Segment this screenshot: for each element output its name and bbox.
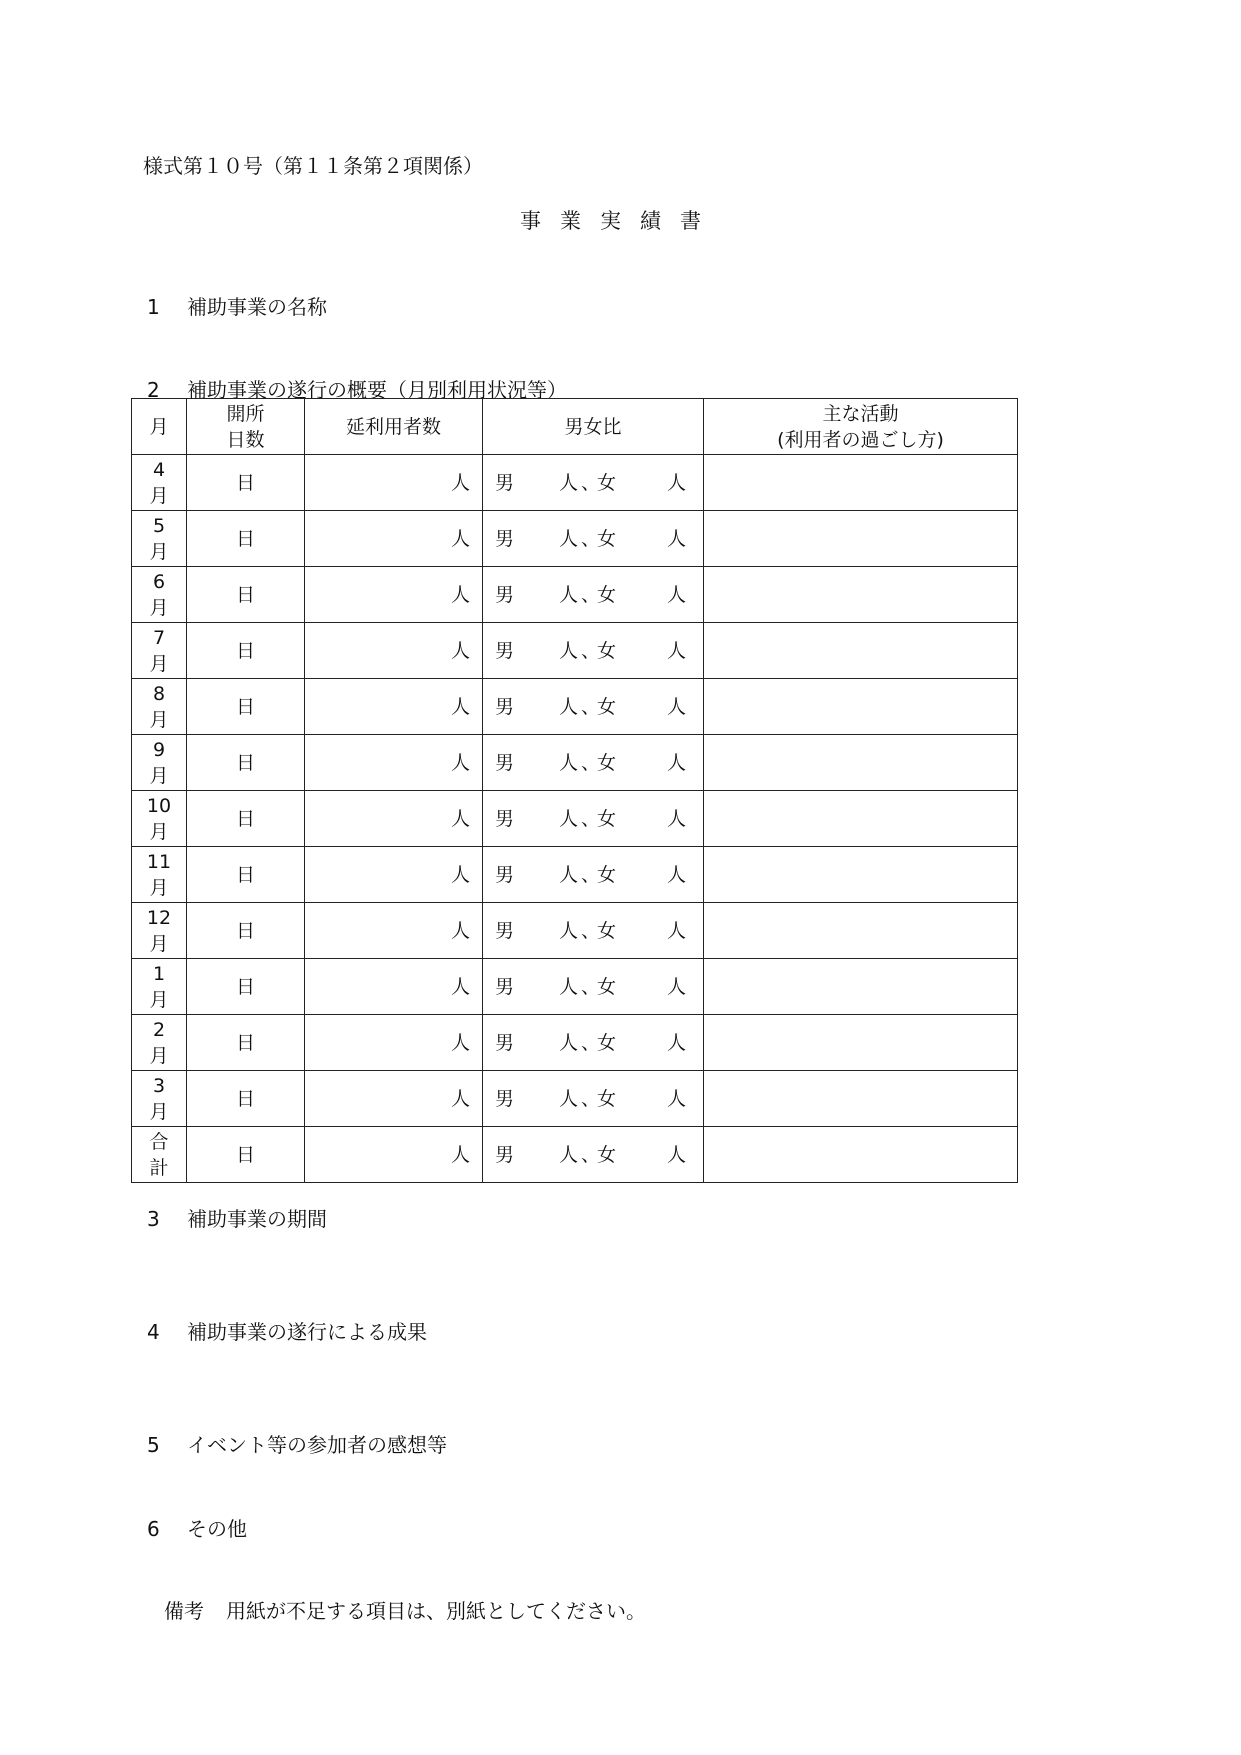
person-unit: 人 (450, 1031, 470, 1054)
day-unit: 日 (235, 695, 255, 718)
person-unit: 人 (450, 751, 470, 774)
male-label: 男 (495, 1143, 515, 1166)
month-label-top: 合 (149, 1130, 169, 1153)
person-unit: 人 (450, 471, 470, 494)
person-unit: 人 (450, 695, 470, 718)
month-label-bottom: 月 (149, 1100, 169, 1123)
day-unit: 日 (235, 1031, 255, 1054)
male-label: 男 (495, 471, 515, 494)
table-header-row (132, 399, 1018, 455)
activities-cell (704, 1015, 1018, 1071)
section-label: その他 (187, 1517, 247, 1541)
month-label-top: 2 (152, 1018, 166, 1041)
separator: 、 (581, 1143, 601, 1166)
section-number: 6 (147, 1517, 160, 1541)
month-label-top: 5 (152, 514, 166, 537)
section-number: 2 (147, 378, 160, 402)
female-label: 女 (597, 639, 617, 662)
male-label: 男 (495, 527, 515, 550)
gender-ratio-cell (483, 623, 704, 679)
activities-cell (704, 1127, 1018, 1183)
male-label: 男 (495, 919, 515, 942)
month-label-bottom: 月 (149, 1044, 169, 1067)
table-row (132, 511, 1018, 567)
female-label: 女 (597, 583, 617, 606)
separator: 、 (581, 471, 601, 494)
male-count-unit: 人 (559, 695, 579, 718)
table-row (132, 1127, 1018, 1183)
form-number: 様式第１０号（第１１条第２項関係） (143, 154, 483, 178)
female-count-unit: 人 (667, 1087, 687, 1110)
activities-cell (704, 847, 1018, 903)
month-label-bottom: 月 (149, 596, 169, 619)
total-users-cell (305, 903, 483, 959)
month-label-bottom: 月 (149, 988, 169, 1011)
male-label: 男 (495, 751, 515, 774)
male-count-unit: 人 (559, 471, 579, 494)
header-open-days-line2: 日数 (226, 428, 265, 451)
month-label-bottom: 月 (149, 820, 169, 843)
female-count-unit: 人 (667, 807, 687, 830)
total-users-cell (305, 679, 483, 735)
gender-ratio-cell (483, 1071, 704, 1127)
separator: 、 (581, 975, 601, 998)
female-count-unit: 人 (667, 527, 687, 550)
separator: 、 (581, 863, 601, 886)
section-1 (147, 291, 327, 320)
month-cell (132, 735, 187, 791)
month-label-top: 1 (152, 962, 166, 985)
male-count-unit: 人 (559, 1087, 579, 1110)
female-count-unit: 人 (667, 583, 687, 606)
table-row (132, 1015, 1018, 1071)
table-row (132, 679, 1018, 735)
male-count-unit: 人 (559, 1031, 579, 1054)
female-label: 女 (597, 1031, 617, 1054)
male-label: 男 (495, 695, 515, 718)
activities-cell (704, 1071, 1018, 1127)
month-label-bottom: 月 (149, 652, 169, 675)
month-label-top: 11 (146, 850, 172, 873)
female-label: 女 (597, 919, 617, 942)
section-label: 補助事業の名称 (187, 295, 327, 319)
section-number: 5 (147, 1433, 160, 1457)
remarks (164, 1595, 646, 1624)
section-label: 補助事業の遂行による成果 (187, 1320, 427, 1344)
header-month: 月 (132, 399, 187, 455)
total-users-cell (305, 567, 483, 623)
day-unit: 日 (235, 751, 255, 774)
gender-ratio-cell (483, 455, 704, 511)
gender-ratio-cell (483, 1015, 704, 1071)
person-unit: 人 (450, 919, 470, 942)
month-label-top: 4 (152, 458, 166, 481)
separator: 、 (581, 919, 601, 942)
month-cell (132, 847, 187, 903)
male-label: 男 (495, 1087, 515, 1110)
female-label: 女 (597, 751, 617, 774)
female-label: 女 (597, 1087, 617, 1110)
activities-cell (704, 567, 1018, 623)
month-cell (132, 1015, 187, 1071)
day-unit: 日 (235, 807, 255, 830)
male-count-unit: 人 (559, 639, 579, 662)
section-number: 4 (147, 1320, 160, 1344)
month-label-top: 8 (152, 682, 166, 705)
open-days-cell (187, 1127, 305, 1183)
table-row (132, 735, 1018, 791)
gender-ratio-cell (483, 511, 704, 567)
activities-cell (704, 735, 1018, 791)
month-cell (132, 679, 187, 735)
gender-ratio-cell (483, 791, 704, 847)
total-users-cell (305, 455, 483, 511)
male-label: 男 (495, 863, 515, 886)
table-row (132, 623, 1018, 679)
header-activities-line2: (利用者の過ごし方) (777, 428, 944, 451)
female-count-unit: 人 (667, 695, 687, 718)
month-label-bottom: 月 (149, 764, 169, 787)
female-count-unit: 人 (667, 639, 687, 662)
day-unit: 日 (235, 639, 255, 662)
remarks-text: 用紙が不足する項目は、別紙としてください。 (226, 1599, 646, 1623)
section-label: 補助事業の期間 (187, 1207, 327, 1231)
header-activities (704, 399, 1018, 455)
female-label: 女 (597, 807, 617, 830)
section-5 (147, 1429, 447, 1458)
person-unit: 人 (450, 1087, 470, 1110)
open-days-cell (187, 959, 305, 1015)
month-cell (132, 455, 187, 511)
female-label: 女 (597, 863, 617, 886)
separator: 、 (581, 639, 601, 662)
month-cell (132, 567, 187, 623)
header-open-days (187, 399, 305, 455)
male-count-unit: 人 (559, 975, 579, 998)
activities-cell (704, 455, 1018, 511)
female-label: 女 (597, 527, 617, 550)
separator: 、 (581, 695, 601, 718)
month-label-top: 6 (152, 570, 166, 593)
month-cell (132, 623, 187, 679)
open-days-cell (187, 791, 305, 847)
table-row (132, 959, 1018, 1015)
total-users-cell (305, 1015, 483, 1071)
month-label-bottom: 月 (149, 932, 169, 955)
female-count-unit: 人 (667, 1031, 687, 1054)
person-unit: 人 (450, 583, 470, 606)
open-days-cell (187, 511, 305, 567)
month-cell (132, 903, 187, 959)
day-unit: 日 (235, 975, 255, 998)
male-label: 男 (495, 807, 515, 830)
male-count-unit: 人 (559, 751, 579, 774)
person-unit: 人 (450, 527, 470, 550)
separator: 、 (581, 527, 601, 550)
section-6 (147, 1513, 247, 1542)
male-count-unit: 人 (559, 1143, 579, 1166)
separator: 、 (581, 1031, 601, 1054)
header-activities-line1: 主な活動 (822, 402, 899, 425)
month-cell (132, 1127, 187, 1183)
person-unit: 人 (450, 807, 470, 830)
gender-ratio-cell (483, 567, 704, 623)
total-users-cell (305, 735, 483, 791)
month-label-top: 12 (146, 906, 172, 929)
month-cell (132, 791, 187, 847)
header-total-users: 延利用者数 (305, 399, 483, 455)
gender-ratio-cell (483, 903, 704, 959)
separator: 、 (581, 1087, 601, 1110)
day-unit: 日 (235, 527, 255, 550)
female-label: 女 (597, 1143, 617, 1166)
open-days-cell (187, 623, 305, 679)
day-unit: 日 (235, 919, 255, 942)
open-days-cell (187, 847, 305, 903)
month-label-bottom: 月 (149, 876, 169, 899)
open-days-cell (187, 567, 305, 623)
day-unit: 日 (235, 863, 255, 886)
table-row (132, 903, 1018, 959)
male-count-unit: 人 (559, 583, 579, 606)
table-row (132, 791, 1018, 847)
separator: 、 (581, 751, 601, 774)
monthly-usage-table (131, 398, 1018, 1183)
table-row (132, 1071, 1018, 1127)
gender-ratio-cell (483, 847, 704, 903)
female-count-unit: 人 (667, 1143, 687, 1166)
month-cell (132, 511, 187, 567)
gender-ratio-cell (483, 735, 704, 791)
total-users-cell (305, 959, 483, 1015)
female-count-unit: 人 (667, 751, 687, 774)
male-label: 男 (495, 583, 515, 606)
female-label: 女 (597, 695, 617, 718)
total-users-cell (305, 847, 483, 903)
header-gender-ratio: 男女比 (483, 399, 704, 455)
month-label-top: 9 (152, 738, 166, 761)
month-label-top: 10 (146, 794, 172, 817)
male-label: 男 (495, 639, 515, 662)
gender-ratio-cell (483, 679, 704, 735)
person-unit: 人 (450, 1143, 470, 1166)
male-count-unit: 人 (559, 807, 579, 830)
remarks-label: 備考 (164, 1599, 204, 1623)
gender-ratio-cell (483, 959, 704, 1015)
month-label-bottom: 月 (149, 484, 169, 507)
open-days-cell (187, 455, 305, 511)
female-count-unit: 人 (667, 919, 687, 942)
female-count-unit: 人 (667, 471, 687, 494)
gender-ratio-cell (483, 1127, 704, 1183)
day-unit: 日 (235, 1143, 255, 1166)
person-unit: 人 (450, 863, 470, 886)
day-unit: 日 (235, 583, 255, 606)
table-row (132, 847, 1018, 903)
female-count-unit: 人 (667, 975, 687, 998)
male-label: 男 (495, 975, 515, 998)
open-days-cell (187, 903, 305, 959)
total-users-cell (305, 791, 483, 847)
document-title: 事業実績書 (520, 209, 720, 233)
open-days-cell (187, 679, 305, 735)
activities-cell (704, 791, 1018, 847)
activities-cell (704, 511, 1018, 567)
total-users-cell (305, 623, 483, 679)
total-users-cell (305, 511, 483, 567)
table-row (132, 455, 1018, 511)
male-count-unit: 人 (559, 527, 579, 550)
total-users-cell (305, 1127, 483, 1183)
month-label-bottom: 月 (149, 540, 169, 563)
activities-cell (704, 903, 1018, 959)
month-label-bottom: 計 (149, 1156, 169, 1179)
open-days-cell (187, 735, 305, 791)
month-label-top: 3 (152, 1074, 166, 1097)
activities-cell (704, 623, 1018, 679)
open-days-cell (187, 1071, 305, 1127)
section-3 (147, 1203, 327, 1232)
table-row (132, 567, 1018, 623)
male-count-unit: 人 (559, 919, 579, 942)
activities-cell (704, 959, 1018, 1015)
section-label: イベント等の参加者の感想等 (187, 1433, 447, 1457)
open-days-cell (187, 1015, 305, 1071)
total-users-cell (305, 1071, 483, 1127)
month-label-top: 7 (152, 626, 166, 649)
month-cell (132, 959, 187, 1015)
section-4 (147, 1316, 427, 1345)
header-open-days-line1: 開所 (226, 402, 265, 425)
section-number: 1 (147, 295, 160, 319)
person-unit: 人 (450, 639, 470, 662)
day-unit: 日 (235, 471, 255, 494)
day-unit: 日 (235, 1087, 255, 1110)
male-count-unit: 人 (559, 863, 579, 886)
female-label: 女 (597, 471, 617, 494)
female-label: 女 (597, 975, 617, 998)
month-label-bottom: 月 (149, 708, 169, 731)
section-number: 3 (147, 1207, 160, 1231)
person-unit: 人 (450, 975, 470, 998)
female-count-unit: 人 (667, 863, 687, 886)
separator: 、 (581, 583, 601, 606)
male-label: 男 (495, 1031, 515, 1054)
month-cell (132, 1071, 187, 1127)
section-label: 補助事業の遂行の概要（月別利用状況等） (187, 378, 567, 402)
activities-cell (704, 679, 1018, 735)
separator: 、 (581, 807, 601, 830)
